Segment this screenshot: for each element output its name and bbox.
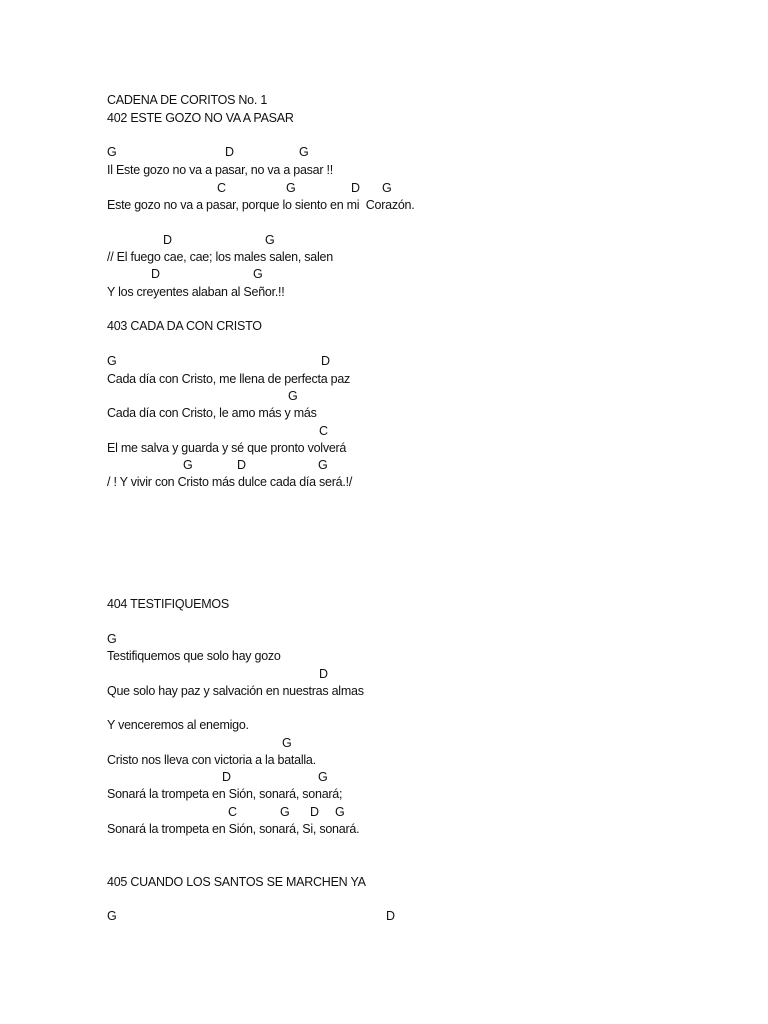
chord: C <box>228 805 238 819</box>
lyric-line: Y los creyentes alaban al Señor.!! <box>107 285 285 299</box>
chord: C <box>319 424 329 438</box>
chord: G <box>335 805 345 819</box>
lyric-line: Sonará la trompeta en Sión, sonará, sonará; <box>107 787 343 801</box>
lyric-line: Que solo hay paz y salvación en nuestras almas <box>107 684 364 698</box>
chord: G <box>282 736 292 750</box>
lyric-line: Cada día con Cristo, le amo más y más <box>107 406 317 420</box>
lyric-line: Il Este gozo no va a pasar, no va a pasar !! <box>107 163 333 177</box>
song-title: 402 ESTE GOZO NO VA A PASAR <box>107 111 294 125</box>
song-title: 404 TESTIFIQUEMOS <box>107 597 229 611</box>
lyric-line: Sonará la trompeta en Sión, sonará, Si, sonará. <box>107 822 360 836</box>
chord: D <box>222 770 232 784</box>
chord: D <box>319 667 329 681</box>
chord: G <box>107 145 117 159</box>
chord: G <box>107 632 117 646</box>
song-title: 403 CADA DA CON CRISTO <box>107 319 262 333</box>
chord: D <box>151 267 161 281</box>
lyric-line: Cristo nos lleva con victoria a la batalla. <box>107 753 316 767</box>
chord: G <box>382 181 392 195</box>
lyric-line: // El fuego cae, cae; los males salen, salen <box>107 250 333 264</box>
lyric-line: Y venceremos al enemigo. <box>107 718 249 732</box>
document-header: CADENA DE CORITOS No. 1 <box>107 93 268 107</box>
chord: G <box>183 458 193 472</box>
lyric-line: / ! Y vivir con Cristo más dulce cada día será.!/ <box>107 475 353 489</box>
chord: G <box>299 145 309 159</box>
lyric-line: Este gozo no va a pasar, porque lo siento en mi Corazón. <box>107 198 415 212</box>
chord: G <box>107 909 117 923</box>
lyric-line: El me salva y guarda y sé que pronto volverá <box>107 441 347 455</box>
lyric-line: Testifiquemos que solo hay gozo <box>107 649 281 663</box>
chord: G <box>107 354 117 368</box>
chord: D <box>310 805 320 819</box>
chord: G <box>280 805 290 819</box>
chord: G <box>288 389 298 403</box>
chord: G <box>318 458 328 472</box>
chord: D <box>321 354 331 368</box>
chord: D <box>237 458 247 472</box>
chord: D <box>225 145 235 159</box>
chord: G <box>265 233 275 247</box>
chord: C <box>217 181 227 195</box>
song-title: 405 CUANDO LOS SANTOS SE MARCHEN YA <box>107 875 366 889</box>
chord: G <box>318 770 328 784</box>
chord: G <box>253 267 263 281</box>
chord: G <box>286 181 296 195</box>
chord: D <box>386 909 396 923</box>
chord: D <box>351 181 361 195</box>
lyric-line: Cada día con Cristo, me llena de perfecta paz <box>107 372 351 386</box>
chord: D <box>163 233 173 247</box>
